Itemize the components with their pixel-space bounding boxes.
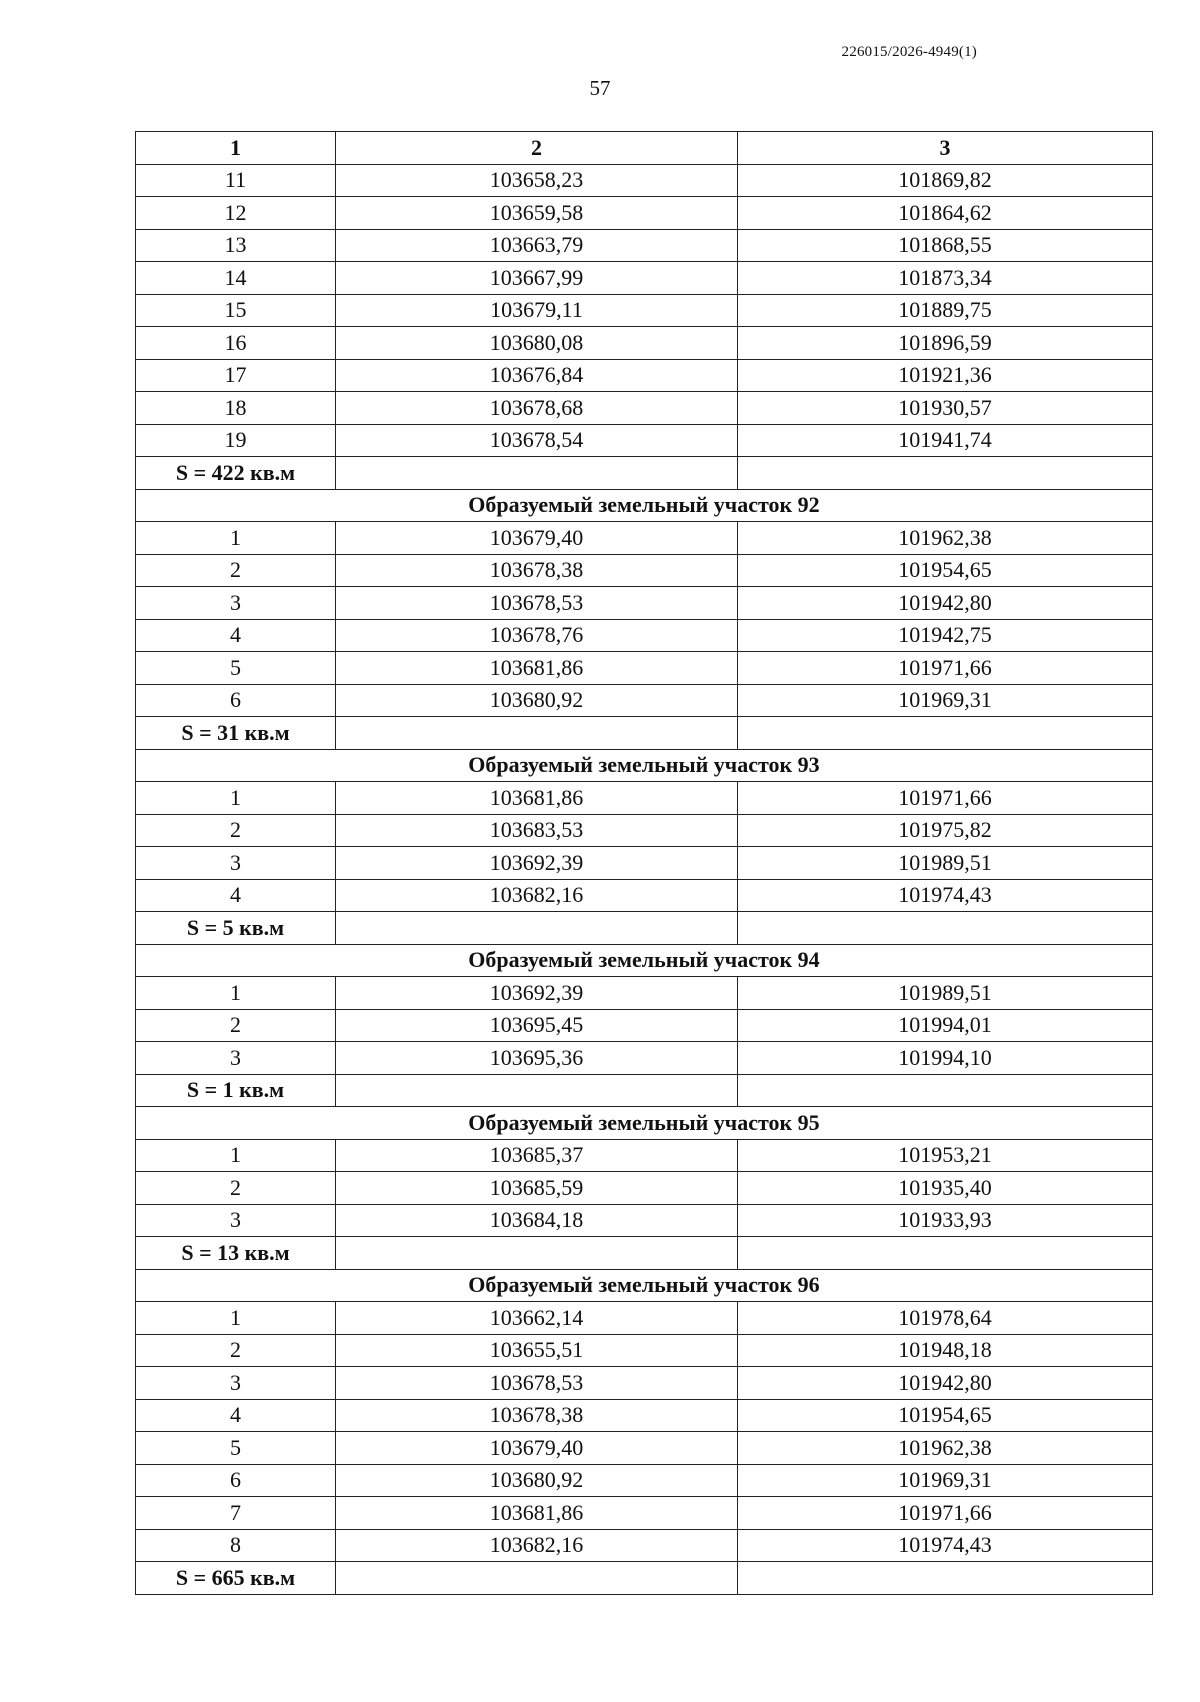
empty-cell: [336, 1562, 738, 1595]
y-coordinate-cell: 101935,40: [738, 1172, 1153, 1205]
y-coordinate-cell: 101989,51: [738, 977, 1153, 1010]
point-number-cell: 14: [136, 262, 336, 295]
table-row: [136, 1009, 1153, 1042]
point-number-cell: 11: [136, 164, 336, 197]
x-coordinate-cell: 103685,37: [336, 1139, 738, 1172]
table-row: [136, 652, 1153, 685]
table-row: [136, 359, 1153, 392]
y-coordinate-cell: 101989,51: [738, 847, 1153, 880]
x-coordinate-cell: 103679,11: [336, 294, 738, 327]
column-header-2: 2: [336, 132, 738, 165]
point-number-cell: 2: [136, 1172, 336, 1205]
table-row: [136, 1529, 1153, 1562]
x-coordinate-cell: 103678,76: [336, 619, 738, 652]
x-coordinate-cell: 103681,86: [336, 1497, 738, 1530]
y-coordinate-cell: 101969,31: [738, 1464, 1153, 1497]
table-row: [136, 522, 1153, 555]
empty-cell: [738, 912, 1153, 945]
table-row: [136, 1367, 1153, 1400]
table-row: [136, 262, 1153, 295]
x-coordinate-cell: 103681,86: [336, 652, 738, 685]
point-number-cell: 2: [136, 1334, 336, 1367]
y-coordinate-cell: 101994,01: [738, 1009, 1153, 1042]
point-number-cell: 5: [136, 652, 336, 685]
y-coordinate-cell: 101994,10: [738, 1042, 1153, 1075]
x-coordinate-cell: 103684,18: [336, 1204, 738, 1237]
table-row: [136, 197, 1153, 230]
y-coordinate-cell: 101969,31: [738, 684, 1153, 717]
y-coordinate-cell: 101869,82: [738, 164, 1153, 197]
point-number-cell: 1: [136, 782, 336, 815]
empty-cell: [336, 717, 738, 750]
empty-cell: [738, 1562, 1153, 1595]
table-row: [136, 879, 1153, 912]
point-number-cell: 2: [136, 814, 336, 847]
table-row: [136, 587, 1153, 620]
y-coordinate-cell: 101954,65: [738, 554, 1153, 587]
point-number-cell: 5: [136, 1432, 336, 1465]
table-row: [136, 554, 1153, 587]
table-row: [136, 1204, 1153, 1237]
point-number-cell: 16: [136, 327, 336, 360]
section-header-row: [136, 944, 1153, 977]
table-row: [136, 977, 1153, 1010]
x-coordinate-cell: 103692,39: [336, 977, 738, 1010]
table-row: [136, 392, 1153, 425]
table-row: [136, 619, 1153, 652]
y-coordinate-cell: 101942,80: [738, 1367, 1153, 1400]
section-header-row: [136, 749, 1153, 782]
point-number-cell: 1: [136, 977, 336, 1010]
table-row: [136, 1042, 1153, 1075]
point-number-cell: 18: [136, 392, 336, 425]
x-coordinate-cell: 103667,99: [336, 262, 738, 295]
table-row: [136, 424, 1153, 457]
x-coordinate-cell: 103663,79: [336, 229, 738, 262]
point-number-cell: 15: [136, 294, 336, 327]
point-number-cell: 17: [136, 359, 336, 392]
x-coordinate-cell: 103685,59: [336, 1172, 738, 1205]
x-coordinate-cell: 103680,92: [336, 1464, 738, 1497]
x-coordinate-cell: 103680,92: [336, 684, 738, 717]
y-coordinate-cell: 101971,66: [738, 652, 1153, 685]
y-coordinate-cell: 101962,38: [738, 1432, 1153, 1465]
table-row: [136, 1497, 1153, 1530]
point-number-cell: 13: [136, 229, 336, 262]
table-row: [136, 847, 1153, 880]
y-coordinate-cell: 101864,62: [738, 197, 1153, 230]
point-number-cell: 3: [136, 587, 336, 620]
x-coordinate-cell: 103678,53: [336, 587, 738, 620]
point-number-cell: 4: [136, 879, 336, 912]
point-number-cell: 4: [136, 619, 336, 652]
table-row: [136, 1464, 1153, 1497]
empty-cell: [738, 1237, 1153, 1270]
section-title: Образуемый земельный участок 93: [136, 749, 1153, 782]
section-title: Образуемый земельный участок 92: [136, 489, 1153, 522]
area-row: [136, 457, 1153, 490]
area-value: S = 665 кв.м: [136, 1562, 336, 1595]
table-row: [136, 1432, 1153, 1465]
point-number-cell: 3: [136, 1042, 336, 1075]
y-coordinate-cell: 101971,66: [738, 782, 1153, 815]
x-coordinate-cell: 103678,38: [336, 554, 738, 587]
area-row: [136, 1562, 1153, 1595]
y-coordinate-cell: 101868,55: [738, 229, 1153, 262]
y-coordinate-cell: 101954,65: [738, 1399, 1153, 1432]
area-value: S = 5 кв.м: [136, 912, 336, 945]
y-coordinate-cell: 101971,66: [738, 1497, 1153, 1530]
point-number-cell: 1: [136, 1139, 336, 1172]
x-coordinate-cell: 103678,54: [336, 424, 738, 457]
x-coordinate-cell: 103658,23: [336, 164, 738, 197]
coordinates-table: [135, 131, 1153, 1595]
section-title: Образуемый земельный участок 94: [136, 944, 1153, 977]
point-number-cell: 8: [136, 1529, 336, 1562]
section-header-row: [136, 1107, 1153, 1140]
table-row: [136, 1399, 1153, 1432]
x-coordinate-cell: 103683,53: [336, 814, 738, 847]
point-number-cell: 2: [136, 554, 336, 587]
section-title: Образуемый земельный участок 95: [136, 1107, 1153, 1140]
empty-cell: [336, 1074, 738, 1107]
x-coordinate-cell: 103682,16: [336, 879, 738, 912]
x-coordinate-cell: 103678,68: [336, 392, 738, 425]
y-coordinate-cell: 101933,93: [738, 1204, 1153, 1237]
table-row: [136, 814, 1153, 847]
x-coordinate-cell: 103676,84: [336, 359, 738, 392]
y-coordinate-cell: 101948,18: [738, 1334, 1153, 1367]
empty-cell: [738, 717, 1153, 750]
point-number-cell: 1: [136, 1302, 336, 1335]
document-id: 226015/2026-4949(1): [841, 44, 977, 60]
area-row: [136, 717, 1153, 750]
table-row: [136, 327, 1153, 360]
x-coordinate-cell: 103680,08: [336, 327, 738, 360]
y-coordinate-cell: 101873,34: [738, 262, 1153, 295]
empty-cell: [336, 457, 738, 490]
page-number: 57: [589, 76, 611, 100]
area-value: S = 1 кв.м: [136, 1074, 336, 1107]
table-row: [136, 229, 1153, 262]
point-number-cell: 7: [136, 1497, 336, 1530]
point-number-cell: 6: [136, 684, 336, 717]
section-header-row: [136, 489, 1153, 522]
table-header-row: [136, 132, 1153, 165]
empty-cell: [738, 457, 1153, 490]
x-coordinate-cell: 103655,51: [336, 1334, 738, 1367]
y-coordinate-cell: 101942,80: [738, 587, 1153, 620]
point-number-cell: 2: [136, 1009, 336, 1042]
point-number-cell: 6: [136, 1464, 336, 1497]
x-coordinate-cell: 103662,14: [336, 1302, 738, 1335]
empty-cell: [336, 912, 738, 945]
x-coordinate-cell: 103695,45: [336, 1009, 738, 1042]
table-row: [136, 294, 1153, 327]
y-coordinate-cell: 101953,21: [738, 1139, 1153, 1172]
point-number-cell: 3: [136, 847, 336, 880]
table-row: [136, 782, 1153, 815]
area-value: S = 13 кв.м: [136, 1237, 336, 1270]
point-number-cell: 12: [136, 197, 336, 230]
table-row: [136, 1172, 1153, 1205]
x-coordinate-cell: 103681,86: [336, 782, 738, 815]
point-number-cell: 1: [136, 522, 336, 555]
table-row: [136, 164, 1153, 197]
point-number-cell: 4: [136, 1399, 336, 1432]
y-coordinate-cell: 101962,38: [738, 522, 1153, 555]
table-row: [136, 1334, 1153, 1367]
x-coordinate-cell: 103695,36: [336, 1042, 738, 1075]
y-coordinate-cell: 101930,57: [738, 392, 1153, 425]
column-header-1: 1: [136, 132, 336, 165]
point-number-cell: 3: [136, 1204, 336, 1237]
empty-cell: [738, 1074, 1153, 1107]
area-value: S = 422 кв.м: [136, 457, 336, 490]
x-coordinate-cell: 103678,53: [336, 1367, 738, 1400]
x-coordinate-cell: 103678,38: [336, 1399, 738, 1432]
point-number-cell: 19: [136, 424, 336, 457]
y-coordinate-cell: 101974,43: [738, 1529, 1153, 1562]
y-coordinate-cell: 101896,59: [738, 327, 1153, 360]
area-row: [136, 1074, 1153, 1107]
point-number-cell: 3: [136, 1367, 336, 1400]
area-value: S = 31 кв.м: [136, 717, 336, 750]
x-coordinate-cell: 103682,16: [336, 1529, 738, 1562]
table-row: [136, 1302, 1153, 1335]
y-coordinate-cell: 101978,64: [738, 1302, 1153, 1335]
y-coordinate-cell: 101975,82: [738, 814, 1153, 847]
y-coordinate-cell: 101974,43: [738, 879, 1153, 912]
y-coordinate-cell: 101941,74: [738, 424, 1153, 457]
y-coordinate-cell: 101889,75: [738, 294, 1153, 327]
section-header-row: [136, 1269, 1153, 1302]
x-coordinate-cell: 103679,40: [336, 522, 738, 555]
x-coordinate-cell: 103692,39: [336, 847, 738, 880]
column-header-3: 3: [738, 132, 1153, 165]
empty-cell: [336, 1237, 738, 1270]
y-coordinate-cell: 101921,36: [738, 359, 1153, 392]
x-coordinate-cell: 103679,40: [336, 1432, 738, 1465]
y-coordinate-cell: 101942,75: [738, 619, 1153, 652]
table-row: [136, 684, 1153, 717]
section-title: Образуемый земельный участок 96: [136, 1269, 1153, 1302]
table-row: [136, 1139, 1153, 1172]
area-row: [136, 912, 1153, 945]
area-row: [136, 1237, 1153, 1270]
x-coordinate-cell: 103659,58: [336, 197, 738, 230]
table-body: [136, 164, 1153, 1594]
